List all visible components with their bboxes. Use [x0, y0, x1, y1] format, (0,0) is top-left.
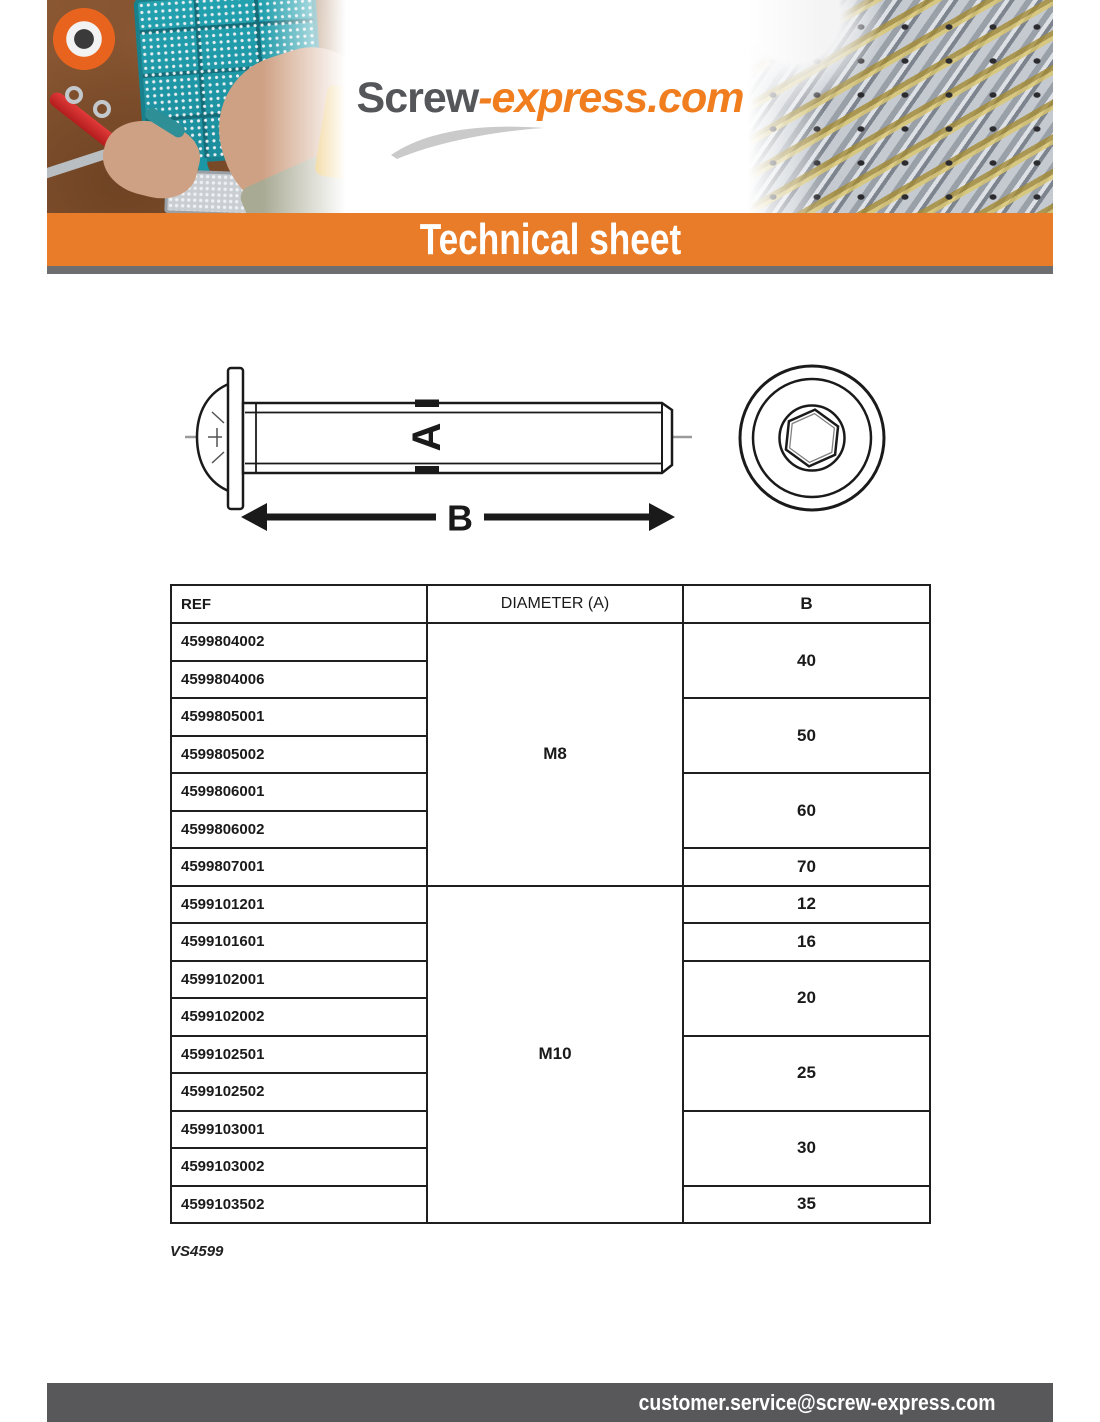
b-cell: 16 — [683, 923, 930, 961]
head-circle — [753, 379, 871, 497]
b-cell: 12 — [683, 886, 930, 924]
ref-cell: 4599102001 — [171, 961, 427, 999]
ref-cell: 4599806001 — [171, 773, 427, 811]
table-header-row — [171, 585, 930, 623]
arrowhead-right — [649, 503, 675, 531]
ref-cell: 4599102002 — [171, 998, 427, 1036]
ref-cell: 4599101601 — [171, 923, 427, 961]
logo-text-orange: -express.com — [478, 74, 744, 122]
shank — [243, 403, 672, 473]
ref-cell: 4599103002 — [171, 1148, 427, 1186]
screws-pile-photo — [745, 0, 1053, 213]
col-header-ref: REF — [171, 585, 427, 623]
hex-socket — [784, 407, 839, 469]
workbench-photo — [47, 0, 355, 213]
ref-cell: 4599805002 — [171, 736, 427, 774]
ref-cell: 4599101201 — [171, 886, 427, 924]
flange — [228, 368, 243, 509]
contact-email: customer.service@screw-express.com — [638, 1389, 995, 1415]
diameter-cell: M8 — [427, 623, 683, 886]
table-row — [171, 623, 930, 661]
b-cell: 70 — [683, 848, 930, 886]
diameter-cell: M10 — [427, 886, 683, 1224]
col-header-b: B — [683, 585, 930, 623]
b-cell: 40 — [683, 623, 930, 698]
b-cell: 35 — [683, 1186, 930, 1224]
ref-cell: 4599102501 — [171, 1036, 427, 1074]
screw-technical-drawing — [0, 330, 1100, 570]
b-cell: 25 — [683, 1036, 930, 1111]
spec-table — [170, 584, 931, 1224]
flange-circle — [740, 366, 884, 510]
b-cell: 30 — [683, 1111, 930, 1186]
dim-b-label: B — [447, 497, 473, 539]
col-header-diameter: DIAMETER (A) — [427, 585, 683, 623]
ref-cell: 4599805001 — [171, 698, 427, 736]
ref-cell: 4599806002 — [171, 811, 427, 849]
dim-a-tick-bottom — [415, 466, 439, 474]
page-title: Technical sheet — [419, 214, 681, 264]
b-cell: 60 — [683, 773, 930, 848]
footer-bar — [47, 1383, 1053, 1422]
washer — [93, 100, 111, 118]
table-row — [171, 886, 930, 924]
dim-a-label: A — [405, 422, 449, 452]
product-code: VS4599 — [170, 1243, 224, 1260]
brand-logo — [355, 74, 745, 123]
ref-cell: 4599103001 — [171, 1111, 427, 1149]
arrowhead-left — [241, 503, 267, 531]
ref-cell: 4599103502 — [171, 1186, 427, 1224]
logo-swoosh-icon — [388, 121, 548, 159]
ref-cell: 4599807001 — [171, 848, 427, 886]
washer — [65, 86, 83, 104]
ref-cell: 4599102502 — [171, 1073, 427, 1111]
b-cell: 20 — [683, 961, 930, 1036]
banner-underline — [47, 266, 1053, 274]
tape-measure — [53, 8, 115, 70]
dim-a-tick-top — [415, 400, 439, 408]
title-banner — [47, 213, 1053, 266]
ref-cell: 4599804002 — [171, 623, 427, 661]
logo-text-gray: Screw — [356, 74, 479, 122]
ref-cell: 4599804006 — [171, 661, 427, 699]
b-cell: 50 — [683, 698, 930, 773]
